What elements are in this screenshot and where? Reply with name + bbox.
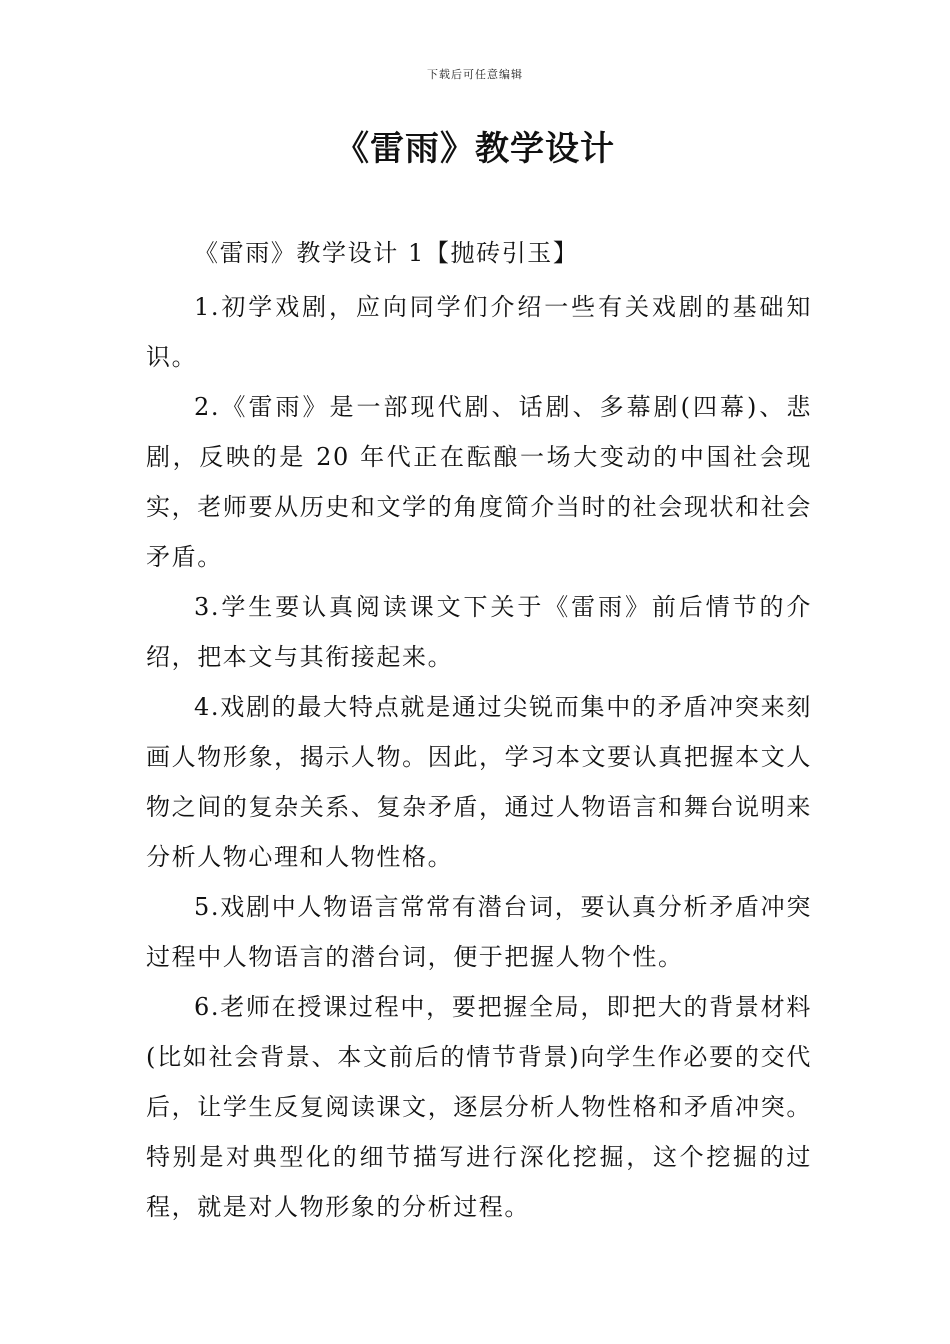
paragraph-6: 6.老师在授课过程中，要把握全局，即把大的背景材料(比如社会背景、本文前后的情节背景)向学生作必要的交代后，让学生反复阅读课文，逐层分析人物性格和矛盾冲突。特别是对典型化的细节描写进行深化挖掘，这个挖掘的过程，就是对人物形象的分析过程。	[146, 993, 812, 1221]
header-note: 下载后可任意编辑	[427, 68, 523, 81]
paragraph-5: 5.戏剧中人物语言常常有潜台词，要认真分析矛盾冲突过程中人物语言的潜台词，便于把握人物个性。	[146, 893, 812, 971]
paragraph-1: 1.初学戏剧，应向同学们介绍一些有关戏剧的基础知识。	[146, 293, 812, 371]
section-heading: 《雷雨》教学设计 1【抛砖引玉】	[194, 239, 579, 267]
paragraph-2: 2.《雷雨》是一部现代剧、话剧、多幕剧(四幕)、悲剧，反映的是 20 年代正在酝酿一场大变动的中国社会现实，老师要从历史和文学的角度简介当时的社会现状和社会矛盾。	[146, 393, 812, 571]
paragraph-3: 3.学生要认真阅读课文下关于《雷雨》前后情节的介绍，把本文与其衔接起来。	[146, 593, 812, 671]
document-body	[146, 228, 812, 1232]
paragraph-4: 4.戏剧的最大特点就是通过尖锐而集中的矛盾冲突来刻画人物形象，揭示人物。因此，学习本文要认真把握本文人物之间的复杂关系、复杂矛盾，通过人物语言和舞台说明来分析人物心理和人物性格。	[146, 693, 812, 871]
document-title: 《雷雨》教学设计	[335, 129, 615, 169]
